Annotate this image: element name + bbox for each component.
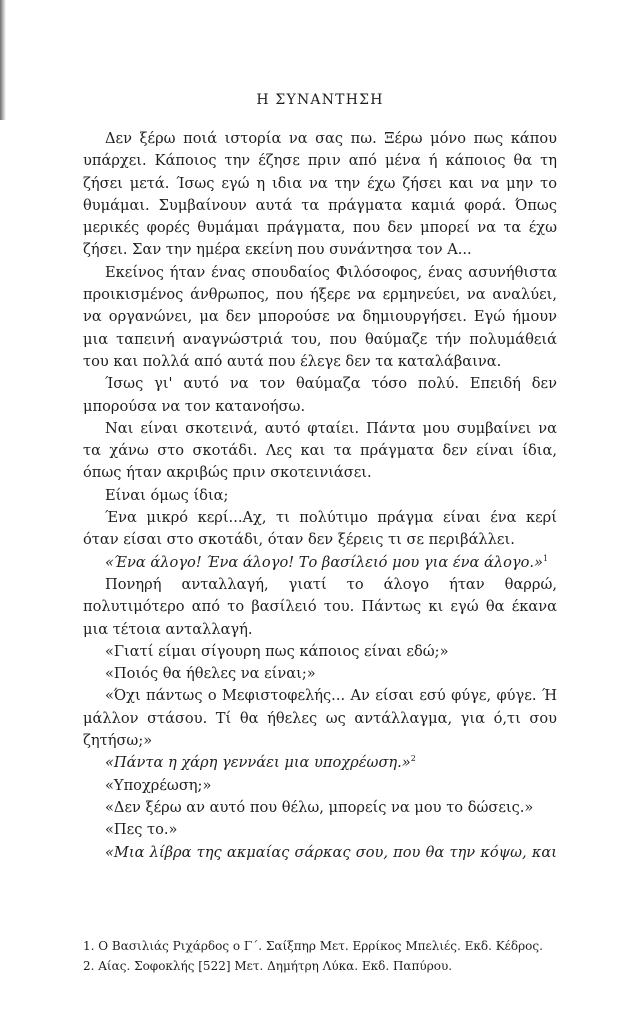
paragraph: Πονηρή ανταλλαγή, γιατί το άλογο ήταν θαρρώ, πολυτιμότερο από το βασίλειό του. Πάντως κι εγώ θα έκανα μια τέτοια ανταλλαγή. [83, 575, 557, 638]
chapter-title: Η ΣΥΝΑΝΤΗΣΗ [256, 92, 384, 108]
footnote-mark[interactable]: 1 [542, 553, 549, 563]
dialogue-line: «Όχι πάντως ο Μεφιστοφελής... Αν είσαι εσύ φύγε, φύγε. Ή μάλλον στάσου. Τί θα ήθελες ως αντάλλαγμα, για ό,τι σου ζητήσω;» [83, 687, 557, 750]
quote-paragraph [83, 752, 557, 774]
dialogue-line: «Υποχρέωση;» [105, 776, 212, 794]
dialogue-line: «Ποιός θα ήθελες να είναι;» [105, 665, 316, 683]
footnote-1: 1. Ο Βασιλιάς Ριχάρδος ο Γ΄. Σαίξπηρ Μετ. Ερρίκος Μπελιές. Εκδ. Κέδρος. [83, 939, 543, 953]
italic-quote: «Ένα άλογο! Ένα άλογο! Το βασίλειό μου για ένα άλογο.» [105, 553, 543, 571]
italic-quote: «Πάντα η χάρη γεννάει μια υποχρέωση.» [105, 754, 411, 772]
paragraph: Ίσως γι' αυτό να τον θαύμαζα τόσο πολύ. Επειδή δεν μπορούσα να τον κατανοήσω. [83, 375, 557, 415]
paragraph: Εκείνος ήταν ένας σπουδαίος Φιλόσοφος, ένας ασυνήθιστα προικισμένος άνθρωπος, που ήξερε να ερμηνεύει, να αναλύει, να οργανώνει, μα δεν μπορούσε να δημιουργήσει. Εγώ ήμουν μια ταπεινή αναγνώστριά του, που θαύμαζε τήν πολυμάθειά του και πολλά από αυτά που έλεγε δεν τα καταλάβαινα. [83, 263, 557, 370]
quote-paragraph [83, 552, 557, 574]
dialogue-line: «Πες το.» [105, 821, 178, 839]
paragraph: Ναι είναι σκοτεινά, αυτό φταίει. Πάντα μου συμβαίνει να τα χάνω στο σκοτάδι. Λες και τα πράγματα δεν είναι ίδια, όπως ήταν ακριβώς πριν σκοτεινιάσει. [83, 419, 557, 482]
dialogue-line: «Γιατί είμαι σίγουρη πως κάποιος είναι εδώ;» [105, 642, 449, 660]
paragraph: Δεν ξέρω ποιά ιστορία να σας πω. Ξέρω μόνο πως κάπου υπάρχει. Κάποιος την έζησε πριν από μένα ή κάποιος θα τη ζήσει μετά. Ίσως εγώ η ιδια να την έχω ζήσει και να μην το θυμάμαι. Συμβαίνουν αυτά τα πράγματα καμιά φορά. Όπως μερικές φορές θυμάμαι πράγματα, που δεν μπορεί να τα έχω ζήσει. Σαν την ημέρα εκείνη που συνάντησα τον Α... [83, 130, 557, 259]
footnote-mark[interactable]: 2 [410, 754, 416, 764]
dialogue-line: «Δεν ξέρω αν αυτό που θέλω, μπορείς να μου το δώσεις.» [105, 798, 534, 816]
binding-shadow [0, 0, 6, 120]
footnote-2: 2. Αίας. Σοφοκλής [522] Μετ. Δημήτρη Λύκα. Εκδ. Παπύρου. [83, 959, 453, 973]
paragraph: Ένα μικρό κερί...Αχ, τι πολύτιμο πράγμα είναι ένα κερί όταν είσαι στο σκοτάδι, όταν δεν ξέρεις τι σε περιβάλλει. [83, 509, 557, 549]
paragraph: Είναι όμως ίδια; [105, 486, 229, 504]
page-body [83, 128, 557, 864]
italic-dialogue-line: «Μια λίβρα της ακμαίας σάρκας σου, που θα την κόψω, και [105, 843, 557, 861]
footnotes [83, 936, 557, 976]
